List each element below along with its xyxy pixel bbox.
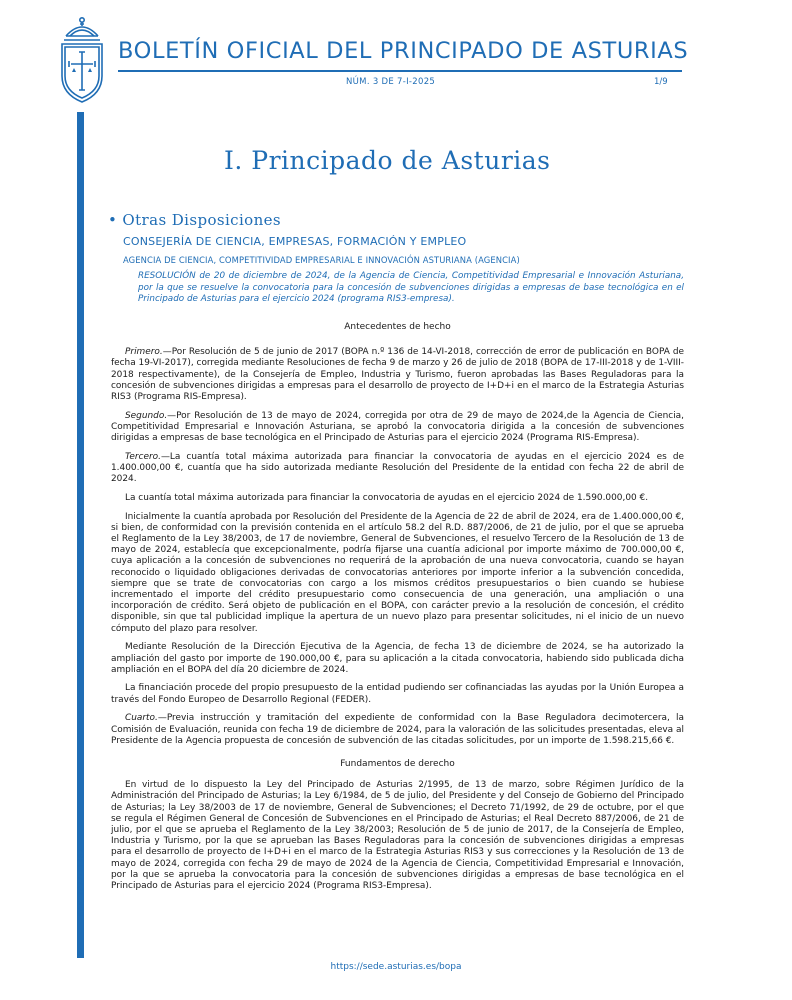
text-primero: —Por Resolución de 5 de junio de 2017 (BOPA n.º 136 de 14-VI-2018, corrección de error de publicación en BOPA de fecha 19-VI-2017), corregida mediante Resoluciones de fecha 9 de marzo y 26 de julio de 2018 (BOPA de 17-III-2018 y de 1-VIII-2018 respectivamente), de la Consejería de Empleo, Industria y Turismo, fueron aprobadas las Bases Reguladoras para la concesión de subvenciones dirigidas a empresas para el desarrollo de proyecto de I+D+i en el marco de la Estrategia Asturias RIS3 (Programa RIS-Empresa). — [111, 347, 684, 403]
document-body — [111, 322, 684, 900]
page-number: 1/9 — [654, 77, 668, 87]
paragraph-fundamentos: En virtud de lo dispuesto la Ley del Principado de Asturias 2/1995, de 13 de marzo, sobre Régimen Jurídico de la Administración del Principado de Asturias; la Ley 6/1984, de 5 de julio, del Presidente y del Consejo de Gobierno del Principado de Asturias; la Ley 38/2003 de 17 de noviembre, General de Subvenciones; el Decreto 71/1992, de 29 de octubre, por el que se regula el Régimen General de Concesión de Subvenciones en el Principado de Asturias; el Real Decreto 887/2006, de 21 de julio, por el que se aprueba el Reglamento de la Ley 38/2003; Resolución de 5 de junio de 2017, de la Consejería de Empleo, Industria y Turismo, por la que se aprueban las Bases Reguladoras para la concesión de subvenciones dirigidas a empresas para el desarrollo de proyecto de I+D+i en el marco de la Estrategia Asturias RIS3 y sus correcciones y la Resolución de 13 de mayo de 2024, corregida con fecha 29 de mayo de 2024 de la Agencia de Ciencia, Competitividad Empresarial e Innovación, por la que se aprueba la convocatoria para la concesión de subvenciones dirigidas a empresas de base tecnológica en el Principado de Asturias para el ejercicio 2024 (Programa RIS3-Empresa). — [111, 780, 684, 892]
paragraph-inicialmente: Inicialmente la cuantía aprobada por Resolución del Presidente de la Agencia de 22 de abril de 2024, era de 1.400.000,00 €, si bien, de conformidad con la previsión contenida en el artículo 58.2 del R.D. 887/2006, de 21 de julio, por el que se aprueba el Reglamento de la Ley 38/2003, de 17 de noviembre, General de Subvenciones, el resuelvo Tercero de la Resolución de 13 de mayo de 2024, establecía que excepcionalmente, podría fijarse una cuantía adicional por importe máximo de 700.000,00 €, cuya aplicación a la concesión de subvenciones no requerirá de la aprobación de una nueva convocatoria, cuando se hayan reconocido o liquidado obligaciones derivadas de convocatorias anteriores por importe inferior a la subvención concedida, siempre que se trate de convocatorias con cargo a los mismos créditos presupuestarios o bien cuando se hubiese incrementado el importe del crédito presupuestario como consecuencia de una generación, una ampliación o una incorporación de crédito. Será objeto de publicación en el BOPA, con carácter previo a la resolución de concesión, el crédito disponible, sin que tal publicidad implique la apertura de un nuevo plazo para presentar solicitudes, ni el inicio de un nuevo cómputo del plazo para resolver. — [111, 511, 684, 634]
label-cuarto: Cuarto. — [125, 713, 158, 724]
bulletin-title: BOLETÍN OFICIAL DEL PRINCIPADO DE ASTURIAS — [118, 38, 689, 64]
sidebar-bar — [77, 112, 84, 958]
asturias-coat-of-arms-icon — [52, 14, 112, 106]
heading-antecedentes: Antecedentes de hecho — [344, 322, 451, 332]
text-cuarto: —Previa instrucción y tramitación del expediente de conformidad con la Base Reguladora decimotercera, la Comisión de Evaluación, reunida con fecha 19 de diciembre de 2024, para la valoración de las solicitudes presentadas, eleva al Presidente de la Agencia propuesta de concesión de subvención de las citadas solicitudes, por un importe de 1.598.215,66 €. — [111, 713, 684, 746]
paragraph-tercero — [111, 452, 684, 486]
section-title: I. Principado de Asturias — [224, 146, 551, 175]
paragraph-cuantia: La cuantía total máxima autorizada para financiar la convocatoria de ayudas en el ejercicio 2024 de 1.590.000,00 €. — [125, 492, 649, 503]
heading-fundamentos: Fundamentos de derecho — [340, 759, 455, 769]
agency-name: AGENCIA DE CIENCIA, COMPETITIVIDAD EMPRESARIAL E INNOVACIÓN ASTURIANA (AGENCIA) — [123, 255, 520, 265]
paragraph-cuarto — [111, 713, 684, 747]
label-primero: Primero. — [125, 347, 163, 358]
label-tercero: Tercero. — [125, 451, 161, 462]
paragraph-segundo — [111, 411, 684, 445]
header-rule — [118, 70, 682, 72]
text-segundo: —Por Resolución de 13 de mayo de 2024, corregida por otra de 29 de mayo de 2024,de la Agencia de Ciencia, Competitividad Empresarial e Innovación Asturiana, se aprobó la convocatoria dirigida a la concesión de subvenciones dirigidas a empresas de base tecnológica en el Principado de Asturias para el ejercicio 2024 (Programa RIS-Empresa). — [111, 410, 684, 444]
label-segundo: Segundo. — [125, 410, 168, 421]
footer-url[interactable] — [0, 962, 792, 972]
document-code — [73, 840, 89, 920]
subsection-title: • Otras Disposiciones — [108, 211, 282, 229]
issue-number: NÚM. 3 DE 7-I-2025 — [346, 77, 436, 87]
document-code-text: Cód. 2024-11362 — [76, 848, 86, 917]
paragraph-financiacion: La financiación procede del propio presupuesto de la entidad pudiendo ser cofinanciadas las ayudas por la Unión Europea a través del Fondo Europeo de Desarrollo Regional (FEDER). — [111, 683, 684, 705]
department-name: CONSEJERÍA DE CIENCIA, EMPRESAS, FORMACIÓN Y EMPLEO — [123, 235, 467, 248]
resolution-summary: RESOLUCIÓN de 20 de diciembre de 2024, de la Agencia de Ciencia, Competitividad Empresarial e Innovación Asturiana, por la que se resuelve la convocatoria para la concesión de subvenciones dirigidas a empresas de base tecnológica en el Principado de Asturias para el ejercicio 2024 (programa RIS3-empresa). — [138, 271, 684, 304]
footer-link[interactable]: https://sede.asturias.es/bopa — [330, 962, 462, 972]
text-tercero: —La cuantía total máxima autorizada para financiar la convocatoria de ayudas en el ejercicio 2024 es de 1.400.000,00 €, cuantía que ha sido autorizada mediante Resolución del Presidente de la entidad con fecha 22 de abril de 2024. — [111, 451, 684, 485]
paragraph-ampliacion: Mediante Resolución de la Dirección Ejecutiva de la Agencia, de fecha 13 de diciembre de 2024, se ha autorizado la ampliación del gasto por importe de 190.000,00 €, para su aplicación a la citada convocatoria, habiendo sido publicada dicha ampliación en el BOPA del día 20 diciembre de 2024. — [111, 642, 684, 675]
paragraph-primero — [111, 347, 684, 403]
